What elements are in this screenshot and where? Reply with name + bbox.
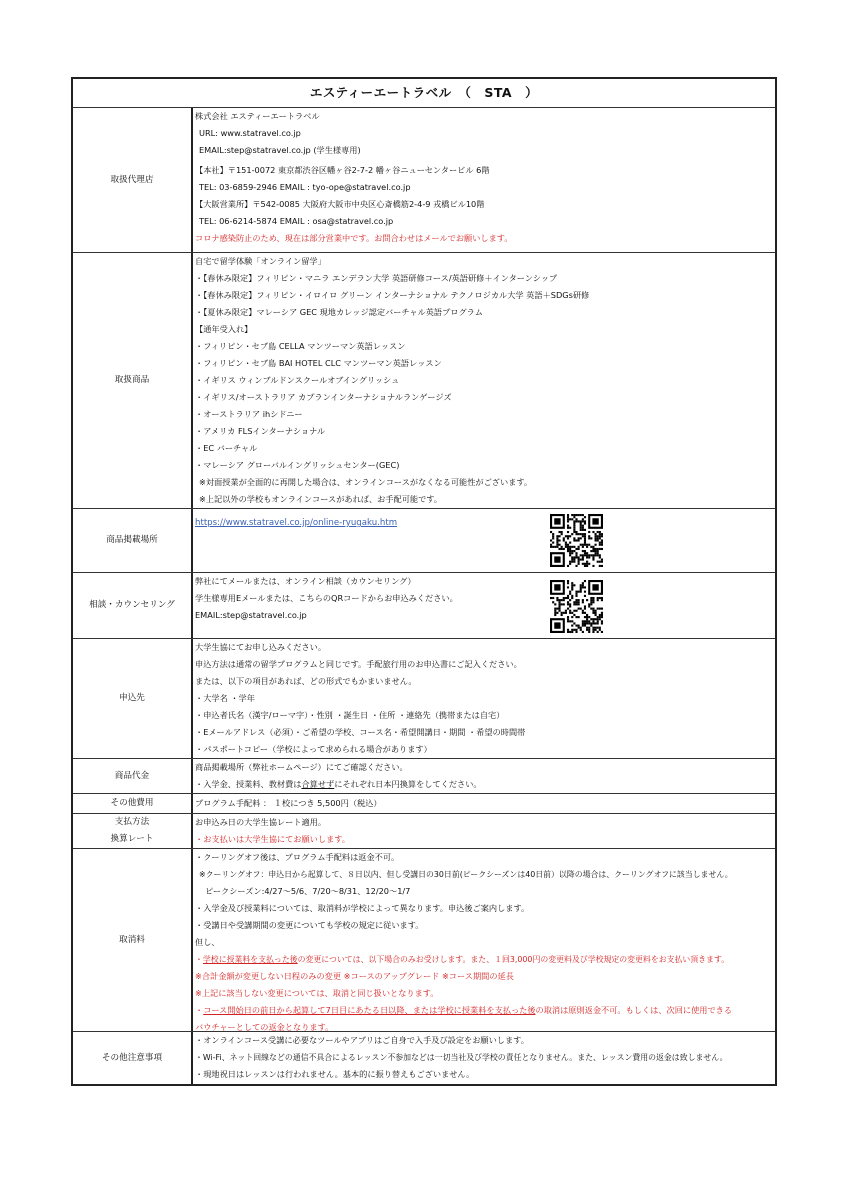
qr-code-icon (550, 514, 603, 567)
text: ・入学金、授業料、教材費は (195, 779, 302, 789)
label-other-fees (73, 794, 193, 813)
apply-details (193, 639, 775, 758)
apply-line: 大学生協にてお申し込みください。 (195, 642, 327, 652)
underlined-text: コース開始日の前日から起算して7日目にあたる日以降、または学校に授業料を支払った後 (203, 1005, 536, 1015)
text: にそれぞれ日本円換算をしてください。 (334, 779, 482, 789)
list-item: ・マレーシア グローバルイングリッシュセンター(GEC) (195, 460, 400, 470)
row-other-fees (73, 794, 775, 814)
label-agency (73, 108, 193, 252)
cancel-details (193, 849, 775, 1031)
osaka-office-address: 【大阪営業所】〒542-0085 大阪府大阪市中央区心斎橋筋2-4-9 戎橋ビル10階 (195, 199, 485, 209)
underlined-text: 合算せず (301, 779, 335, 789)
label-payment (73, 814, 193, 848)
price-details (193, 759, 775, 793)
note-line: ・Wi-Fi、ネット回線などの通信不具合によるレッスン不参加などは一切当社及び学校の責任となりません。また、レッスン費用の返金は致しません。 (195, 1053, 728, 1062)
row-notes (73, 1032, 775, 1084)
payment-details (193, 814, 775, 848)
cancel-red-line: ・学校に授業料を支払った後の変更については、以下場合のみお受けします。また、１回3,000円の変更料及び学校規定の変更料をお支払い頂きます。 (195, 955, 730, 964)
text: の取消は原則返金不可。もしくは、次回に使用できる (535, 1005, 733, 1015)
cancel-red-line: ・コース開始日の前日から起算して7日目にあたる日以降、または学校に授業料を支払った後の取消は原則返金不可。もしくは、次回に使用できる (195, 1005, 733, 1015)
list-item: ・イギリス/オーストラリア カプランインターナショナルランゲージズ (195, 392, 452, 402)
agency-details (193, 108, 775, 252)
label-text: その他費用 (110, 798, 154, 808)
other-fees-details (193, 794, 775, 813)
list-item: ・フィリピン・セブ島 CELLA マンツーマン英語レッスン (195, 341, 406, 351)
label-products (73, 253, 193, 508)
label-cancel (73, 849, 193, 1031)
text: の変更については、以下場合のみお受けします。また、１回3,000円の変更料及び学校規定の変更料をお支払い頂きます。 (297, 955, 730, 964)
label-text: 取扱代理店 (110, 174, 154, 185)
price-line (195, 776, 775, 793)
cancel-red-line: バウチャーとしての返金となります。 (195, 1022, 334, 1032)
covid-notice: コロナ感染防止のため、現在は部分営業中です。お問合わせはメールでお願いします。 (195, 233, 513, 243)
label-price (73, 759, 193, 793)
listing-details (193, 509, 775, 572)
list-item: ・EC バーチャル (195, 443, 258, 453)
company-name: 株式会社 エスティーエートラベル (195, 111, 320, 121)
row-apply (73, 639, 775, 759)
list-item: ・フィリピン・セブ島 BAI HOTEL CLC マンツーマン英語レッスン (195, 358, 442, 368)
list-item: ・【夏休み限定】マレーシア GEC 現地カレッジ認定バーチャル英語プログラム (195, 307, 483, 317)
label-listing (73, 509, 193, 572)
note-line: ・オンラインコース受講に必要なツールやアプリはご自身で入手及び設定をお願いします。 (195, 1035, 529, 1045)
product-list (193, 253, 775, 508)
osaka-office-contact: TEL: 06-6214-5874 EMAIL : osa@statravel.co.jp (199, 216, 394, 226)
row-price (73, 759, 775, 794)
list-item: ・【春休み限定】フィリピン・マニラ エンデラン大学 英語研修コース/英語研修＋インターンシップ (195, 273, 558, 283)
label-text: 申込先 (119, 693, 145, 703)
label-text: 取消料 (119, 934, 145, 945)
head-office-contact: TEL: 03-6859-2946 EMAIL : tyo-ope@statravel.co.jp (199, 182, 411, 192)
cancel-line: ・入学金及び授業料については、取消料が学校によって異なります。申込後ご案内します。 (195, 903, 530, 913)
head-office-address: 【本社】〒151-0072 東京都渋谷区幡ヶ谷2-7-2 幡ヶ谷ニューセンタービル 6階 (195, 165, 490, 175)
label-text: 相談・カウンセリング (89, 600, 175, 610)
apply-line: ・Eメールアドレス（必須）・ご希望の学校、コース名・希望開講日・期間 ・希望の時間帯 (195, 727, 526, 737)
row-agency (73, 108, 775, 253)
cancel-line: ピークシーズン:4/27～5/6、7/20～8/31、12/20～1/7 (205, 886, 411, 896)
company-url: URL: www.statravel.co.jp (199, 128, 301, 138)
price-line: 商品掲載場所（弊社ホームページ）にてご確認ください。 (195, 762, 408, 772)
list-note: ※上記以外の学校もオンラインコースがあれば、お手配可能です。 (199, 494, 442, 504)
row-listing (73, 509, 775, 573)
label-text: 支払方法 (114, 817, 150, 827)
list-note: ※対面授業が全面的に再開した場合は、オンラインコースがなくなる可能性がございます。 (199, 477, 533, 487)
list-item: 自宅で留学体験「オンライン留学」 (195, 256, 326, 266)
online-ryugaku-link[interactable]: https://www.statravel.co.jp/online-ryugaku.htm (195, 518, 398, 528)
notes-details (193, 1032, 775, 1084)
note-line: ・現地祝日はレッスンは行われません。基本的に振り替えもございません。 (195, 1069, 475, 1079)
cancel-line: ・クーリングオフ後は、プログラム手配料は返金不可。 (195, 852, 400, 862)
apply-line: ・パスポートコピー（学校によって求められる場合があります） (195, 744, 432, 754)
label-text: 商品掲載場所 (106, 535, 158, 545)
apply-line: ・申込者氏名（漢字/ローマ字）・性別 ・誕生日 ・住所 ・連絡先（携帯または自宅） (195, 710, 505, 720)
label-text: 取扱商品 (114, 375, 150, 385)
row-payment (73, 814, 775, 849)
apply-line: ・大学名 ・学年 (195, 693, 255, 703)
label-consult (73, 573, 193, 638)
payment-line: お申込み日の大学生協レート適用。 (195, 817, 327, 827)
sta-info-table (71, 77, 777, 1086)
consult-line: 学生様専用Eメールまたは、こちらのQRコードからお申込みください。 (195, 593, 458, 603)
fee-line: プログラム手配料 ： １校につき 5,500円（税込） (195, 798, 382, 808)
row-cancel (73, 849, 775, 1032)
page-title: エスティーエートラベル （ STA ） (73, 79, 775, 108)
cancel-red-line: ※上記に該当しない変更については、取消と同じ扱いとなります。 (195, 988, 439, 998)
underlined-text: 学校に授業料を支払った後 (202, 955, 298, 964)
label-text: 商品代金 (114, 770, 150, 781)
cancel-red-line: ※合計金額が変更しない日程のみの変更 ※コースのアップグレード ※コース期間の延長 (195, 971, 514, 981)
label-text: 換算レート (110, 834, 154, 844)
list-item: ・オーストラリア ihシドニー (195, 409, 303, 419)
consult-email: EMAIL:step@statravel.co.jp (195, 610, 307, 620)
list-item: 【通年受入れ】 (195, 324, 253, 334)
consult-line: 弊社にてメールまたは、オンライン相談（カウンセリング） (195, 576, 416, 586)
consult-details (193, 573, 775, 638)
qr-code-icon (550, 580, 603, 633)
list-item: ・イギリス ウィンブルドンスクールオブイングリッシュ (195, 375, 400, 385)
apply-line: または、以下の項目があれば、どの形式でもかまいません。 (195, 676, 417, 686)
cancel-line: ※クーリングオフ：申込日から起算して、８日以内、但し受講日の30日前(ピークシーズンは40日前）以降の場合は、クーリングオフに該当しません。 (199, 870, 733, 879)
cancel-line: ・受講日や受講期間の変更についても学校の規定に従います。 (195, 920, 424, 930)
list-item: ・アメリカ FLSインターナショナル (195, 426, 326, 436)
apply-line: 申込方法は通常の留学プログラムと同じです。手配旅行用のお申込書にご記入ください。 (195, 659, 522, 669)
cancel-line: 但し、 (195, 937, 220, 947)
row-consult (73, 573, 775, 639)
list-item: ・【春休み限定】フィリピン・イロイロ グリーン インターナショナル テクノロジカル大学 英語＋SDGs研修 (195, 290, 590, 300)
company-email: EMAIL:step@statravel.co.jp (学生様専用) (199, 145, 361, 155)
label-notes (73, 1032, 193, 1084)
row-products (73, 253, 775, 509)
label-apply (73, 639, 193, 758)
payment-note: ・お支払いは大学生協にてお願いします。 (195, 834, 350, 844)
label-text: その他注意事項 (101, 1052, 163, 1063)
